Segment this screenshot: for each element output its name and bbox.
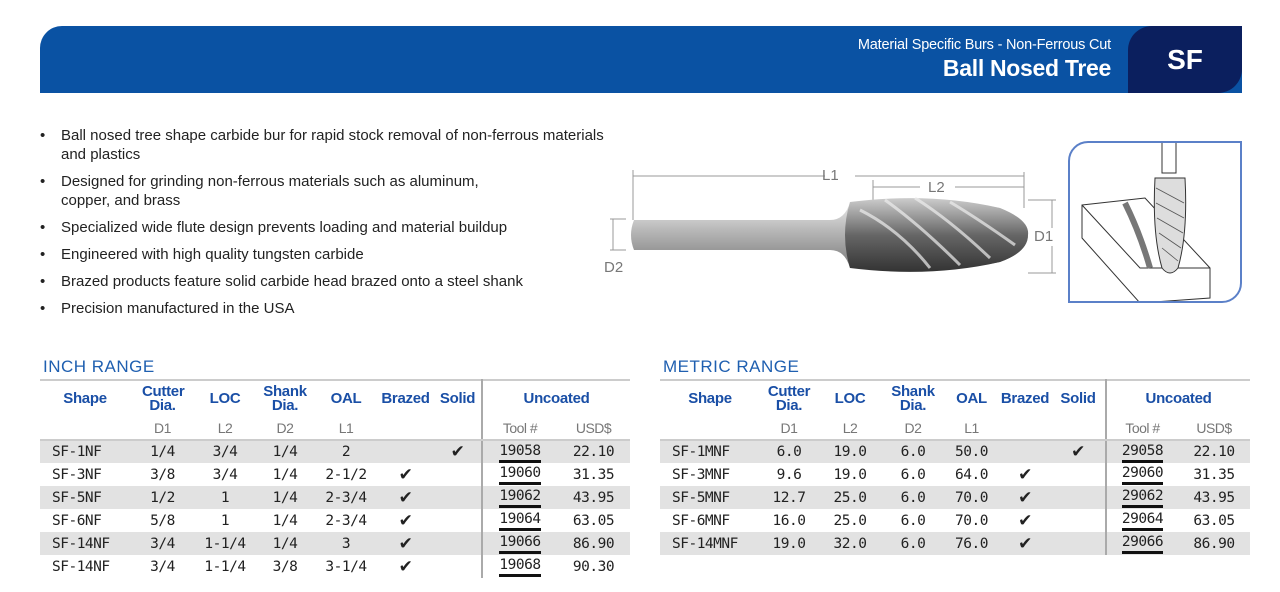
- brazed-check: ✔: [398, 510, 413, 531]
- oal-cell: 64.0: [955, 466, 988, 483]
- solid-check: [434, 486, 482, 509]
- tool-number-link[interactable]: [482, 440, 557, 463]
- tool-number-link[interactable]: 19066: [499, 533, 540, 554]
- loc-cell: 19.0: [833, 466, 867, 483]
- table-row: [660, 532, 1250, 555]
- feature-item: • Ball nosed tree shape carbide bur for rapid stock removal of non-ferrous materials and plastics: [40, 126, 620, 164]
- shape-cell: SF-14NF: [52, 558, 110, 575]
- shank-dia-cell: 6.0: [900, 512, 926, 529]
- shank-dia-cell: 6.0: [882, 486, 944, 509]
- cutter-dia-cell: 3/4: [150, 558, 175, 575]
- header-banner: [40, 26, 1242, 93]
- cutter-dia-cell: 12.7: [760, 486, 818, 509]
- price-cell: 43.95: [1178, 486, 1250, 509]
- shank-dia-cell: 1/4: [272, 512, 298, 529]
- inch-range-title: INCH RANGE: [43, 357, 155, 376]
- col-shape: Shape: [688, 389, 732, 407]
- solid-check: [1051, 509, 1106, 532]
- loc-cell: 3/4: [195, 440, 255, 463]
- shape-cell: SF-5NF: [40, 486, 130, 509]
- cutter-dia-cell: 1/4: [130, 440, 195, 463]
- price-cell: 90.30: [572, 558, 615, 575]
- usage-illustration: [1068, 141, 1242, 303]
- shank-dia-cell: 6.0: [882, 440, 944, 463]
- solid-check: [1051, 532, 1106, 555]
- solid-check: [434, 555, 482, 578]
- feature-item: • Brazed products feature solid carbide head brazed onto a steel shank: [40, 272, 620, 291]
- table-row: [660, 509, 1250, 532]
- sub-l1: L1: [944, 416, 999, 440]
- col-cutter-dia: Cutter Dia.: [767, 382, 811, 414]
- col-shank-dia: Shank Dia.: [263, 382, 307, 414]
- col-brazed: Brazed: [1000, 389, 1050, 407]
- col-uncoated: Uncoated: [482, 380, 630, 416]
- brazed-check: ✔: [999, 486, 1051, 509]
- table-row: [660, 440, 1250, 463]
- tool-number-link[interactable]: [1106, 532, 1178, 555]
- sub-tool: Tool #: [1106, 416, 1178, 440]
- header-subtitle: Material Specific Burs - Non-Ferrous Cut: [857, 37, 1111, 53]
- cutter-dia-cell: 1/2: [130, 486, 195, 509]
- tool-number-link[interactable]: [482, 463, 557, 486]
- col-oal: OAL: [956, 389, 987, 407]
- shank-dia-cell: 6.0: [882, 532, 944, 555]
- shape-cell: SF-6MNF: [672, 512, 730, 529]
- loc-cell: 25.0: [833, 512, 867, 529]
- col-shank-dia: Shank Dia.: [891, 382, 935, 414]
- l1-label: L1: [822, 167, 839, 184]
- burr-dimension-diagram: [600, 140, 1060, 290]
- d1-label: D1: [1034, 228, 1054, 245]
- price-cell: 86.90: [557, 532, 630, 555]
- shank-dia-cell: 6.0: [900, 466, 926, 483]
- price-cell: 63.05: [1193, 512, 1235, 529]
- oal-cell: 50.0: [944, 440, 999, 463]
- tool-number-link[interactable]: [1106, 486, 1178, 509]
- brazed-check: ✔: [1018, 464, 1032, 485]
- solid-check: ✔: [434, 440, 482, 463]
- oal-cell: 3-1/4: [325, 558, 367, 575]
- cutter-dia-cell: 3/8: [150, 466, 175, 483]
- loc-cell: 1-1/4: [195, 532, 255, 555]
- sub-tool: Tool #: [482, 416, 557, 440]
- tool-number-link[interactable]: [482, 532, 557, 555]
- price-cell: 22.10: [557, 440, 630, 463]
- brazed-check: ✔: [377, 532, 434, 555]
- sub-usd: USD$: [1178, 416, 1250, 440]
- col-uncoated: Uncoated: [1106, 380, 1250, 416]
- inch-range-table: [40, 379, 630, 578]
- solid-check: [434, 509, 482, 532]
- shank-dia-cell: 1/4: [255, 486, 315, 509]
- shank-dia-cell: 3/8: [272, 558, 298, 575]
- brazed-check: ✔: [398, 556, 413, 577]
- price-cell: 31.35: [1193, 466, 1235, 483]
- solid-check: [434, 532, 482, 555]
- sub-d1: D1: [760, 416, 818, 440]
- shape-cell: SF-6NF: [52, 512, 102, 529]
- col-brazed: Brazed: [381, 389, 430, 407]
- tool-number-link[interactable]: 29062: [1122, 487, 1163, 508]
- sub-d2: D2: [882, 416, 944, 440]
- tool-number-link[interactable]: 29060: [1122, 464, 1163, 485]
- sub-l2: L2: [818, 416, 882, 440]
- cutter-dia-cell: 9.6: [776, 466, 802, 483]
- feature-item: • Precision manufactured in the USA: [40, 299, 620, 318]
- shank-dia-cell: 1/4: [255, 440, 315, 463]
- table-row: [40, 555, 630, 578]
- l2-label: L2: [928, 179, 945, 196]
- brazed-check: ✔: [1018, 510, 1032, 531]
- feature-item: • Engineered with high quality tungsten carbide: [40, 245, 620, 264]
- oal-cell: 2-3/4: [315, 486, 377, 509]
- table-row: [40, 440, 630, 463]
- loc-cell: 1: [220, 512, 230, 529]
- table-row: [40, 463, 630, 486]
- feature-item: • Specialized wide flute design prevents loading and material buildup: [40, 218, 620, 237]
- shape-cell: SF-14NF: [40, 532, 130, 555]
- metric-range-table: [660, 379, 1250, 555]
- col-cutter-dia: Cutter Dia.: [142, 382, 185, 414]
- shape-cell: SF-3NF: [52, 466, 102, 483]
- table-row: [40, 509, 630, 532]
- solid-check: ✔: [1051, 440, 1106, 463]
- table-row: [40, 532, 630, 555]
- col-oal: OAL: [330, 389, 362, 407]
- metric-range-title: METRIC RANGE: [663, 357, 800, 376]
- col-solid: Solid: [439, 389, 476, 407]
- solid-check: [434, 463, 482, 486]
- loc-cell: 1-1/4: [204, 558, 246, 575]
- loc-cell: 32.0: [818, 532, 882, 555]
- price-cell: 43.95: [557, 486, 630, 509]
- feature-list: [40, 126, 620, 326]
- tool-number-link[interactable]: 19064: [499, 510, 540, 531]
- col-loc: LOC: [209, 389, 241, 407]
- oal-cell: 76.0: [944, 532, 999, 555]
- table-row: [40, 486, 630, 509]
- oal-cell: 70.0: [955, 512, 988, 529]
- solid-check: [1051, 486, 1106, 509]
- loc-cell: 19.0: [818, 440, 882, 463]
- header-title: Ball Nosed Tree: [942, 55, 1111, 81]
- tool-number-link[interactable]: 19058: [499, 442, 540, 463]
- d2-label: D2: [604, 259, 624, 276]
- price-cell: 86.90: [1178, 532, 1250, 555]
- tool-number-link[interactable]: [482, 509, 557, 532]
- brazed-check: ✔: [377, 486, 434, 509]
- sub-l2: L2: [195, 416, 255, 440]
- tool-number-link[interactable]: [1106, 463, 1178, 486]
- tool-number-link[interactable]: [482, 555, 557, 578]
- cutter-dia-cell: 3/4: [130, 532, 195, 555]
- sub-l1: L1: [315, 416, 377, 440]
- tool-number-link[interactable]: 29064: [1122, 510, 1163, 531]
- shape-cell: SF-5MNF: [660, 486, 760, 509]
- shape-cell: SF-1NF: [40, 440, 130, 463]
- oal-cell: 2-1/2: [325, 466, 367, 483]
- oal-cell: 2: [315, 440, 377, 463]
- product-code-badge: SF: [1128, 26, 1242, 93]
- col-loc: LOC: [834, 389, 866, 407]
- cutter-dia-cell: 6.0: [760, 440, 818, 463]
- loc-cell: 1: [195, 486, 255, 509]
- brazed-check: [999, 440, 1051, 463]
- col-solid: Solid: [1060, 389, 1096, 407]
- cutter-dia-cell: 16.0: [772, 512, 806, 529]
- tool-number-link[interactable]: 19060: [499, 464, 540, 485]
- oal-cell: 3: [315, 532, 377, 555]
- shape-cell: SF-1MNF: [660, 440, 760, 463]
- price-cell: 31.35: [572, 466, 615, 483]
- loc-cell: 3/4: [212, 466, 238, 483]
- feature-item: • Designed for grinding non-ferrous materials such as aluminum, copper, and brass: [40, 172, 620, 210]
- tool-number-link[interactable]: 19068: [499, 556, 540, 577]
- brazed-check: ✔: [398, 464, 413, 485]
- shank-dia-cell: 1/4: [272, 466, 298, 483]
- tool-number-link[interactable]: [1106, 509, 1178, 532]
- tool-number-link[interactable]: 29066: [1122, 533, 1163, 554]
- shape-cell: SF-3MNF: [672, 466, 730, 483]
- price-cell: 22.10: [1178, 440, 1250, 463]
- price-cell: 63.05: [572, 512, 615, 529]
- tool-number-link[interactable]: [1106, 440, 1178, 463]
- loc-cell: 25.0: [818, 486, 882, 509]
- cutter-dia-cell: 5/8: [150, 512, 175, 529]
- tool-number-link[interactable]: 29058: [1122, 442, 1163, 463]
- oal-cell: 2-3/4: [325, 512, 367, 529]
- solid-check: [1051, 463, 1106, 486]
- sub-d2: D2: [255, 416, 315, 440]
- table-row: [660, 463, 1250, 486]
- shank-dia-cell: 1/4: [255, 532, 315, 555]
- cutter-dia-cell: 19.0: [760, 532, 818, 555]
- sub-d1: D1: [130, 416, 195, 440]
- tool-number-link[interactable]: [482, 486, 557, 509]
- col-shape: Shape: [63, 389, 107, 407]
- tool-number-link[interactable]: 19062: [499, 487, 540, 508]
- oal-cell: 70.0: [944, 486, 999, 509]
- sub-usd: USD$: [557, 416, 630, 440]
- shape-cell: SF-14MNF: [660, 532, 760, 555]
- brazed-check: ✔: [999, 532, 1051, 555]
- brazed-check: [377, 440, 434, 463]
- table-row: [660, 486, 1250, 509]
